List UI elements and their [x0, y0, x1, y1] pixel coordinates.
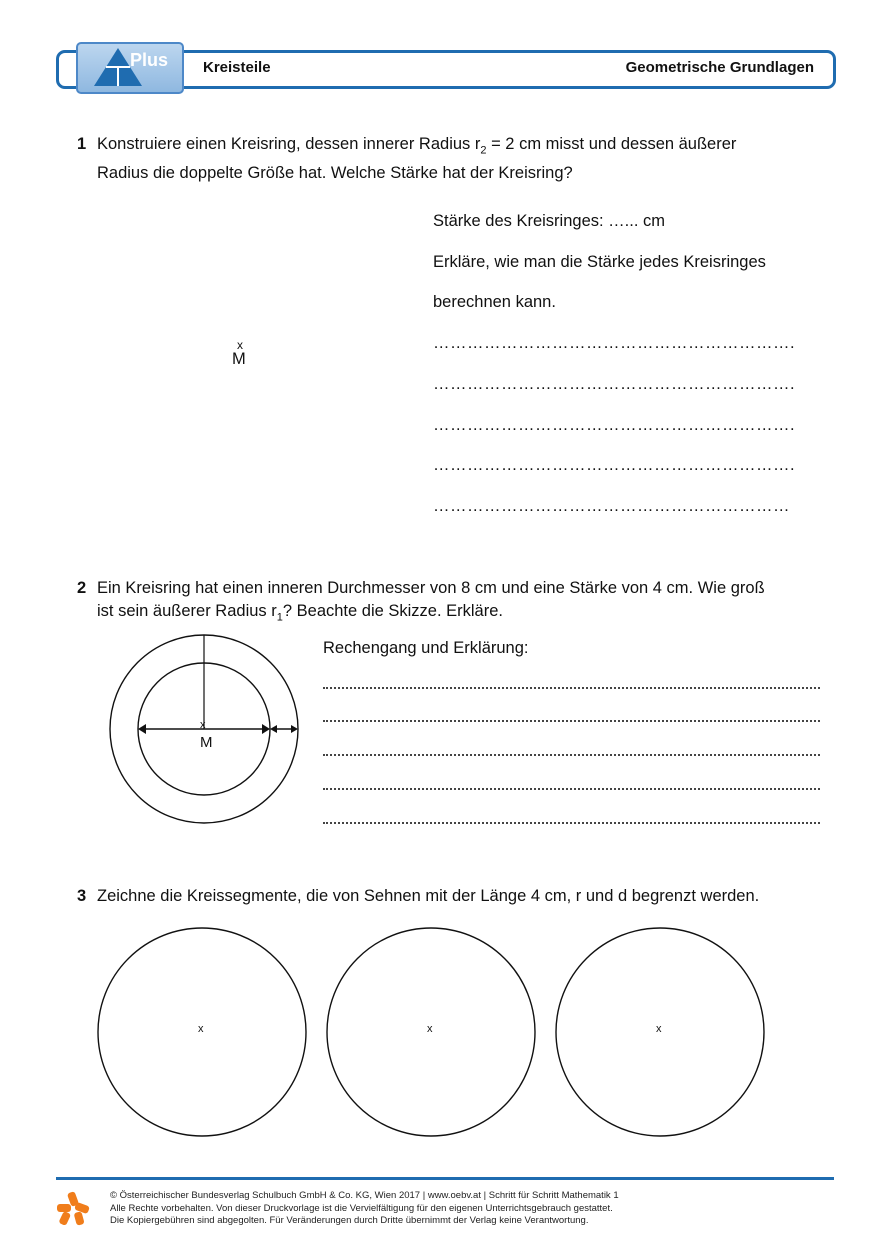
task-1-subscript: 2 — [480, 144, 487, 157]
arrowhead-icon — [270, 725, 277, 733]
task-1-number: 1 — [77, 135, 87, 153]
task-1-text — [97, 133, 736, 185]
task-1-answer-line[interactable]: ……………………………………………………… — [433, 497, 790, 515]
task-3-number: 3 — [77, 887, 87, 905]
publisher-logo-icon — [55, 1190, 91, 1226]
page-topic: Geometrische Grundlagen — [625, 59, 814, 76]
task-2-text — [97, 577, 765, 629]
task-1-line1-post: = 2 cm misst und dessen äußerer — [486, 135, 737, 153]
task-3-center-mark: x — [427, 1023, 433, 1035]
task-2-center-label: M — [200, 734, 213, 751]
task-2-line1: Ein Kreisring hat einen inneren Durchmesser von 8 cm und eine Stärke von 4 cm. Wie groß — [97, 579, 765, 597]
task-1-line1-pre: Konstruiere einen Kreisring, dessen innerer Radius r — [97, 135, 481, 153]
task-1-center-label: M — [232, 350, 246, 368]
task-1-answer-line[interactable]: ………………………………………………………. — [433, 334, 796, 352]
task-2-number: 2 — [77, 579, 87, 597]
task-1-center-mark: x — [237, 338, 243, 352]
footer-line-1: © Österreichischer Bundesverlag Schulbuch GmbH & Co. KG, Wien 2017 | www.oebv.at | Schritt für Schritt Mathematik 1 — [110, 1190, 619, 1201]
task-2-answer-label: Rechengang und Erklärung: — [323, 639, 529, 657]
task-1-answer-line[interactable]: ………………………………………………………. — [433, 416, 796, 434]
arrowhead-right-icon — [262, 724, 270, 734]
footer-divider — [56, 1177, 834, 1180]
task-3-center-mark: x — [198, 1023, 204, 1035]
task-2-subscript: 1 — [276, 611, 283, 624]
task-2-answer-line[interactable] — [323, 788, 820, 790]
task-2-line2-post: ? Beachte die Skizze. Erkläre. — [282, 602, 503, 620]
task-1-line2: Radius die doppelte Größe hat. Welche Stärke hat der Kreisring? — [97, 164, 573, 183]
task-1-explain-line1: Erkläre, wie man die Stärke jedes Kreisringes — [433, 253, 766, 271]
task-2-answer-line[interactable] — [323, 754, 820, 756]
footer-line-3: Die Kopiergebühren sind abgegolten. Für Veränderungen durch Dritte übernimmt der Verlag keine Verantwortung. — [110, 1215, 589, 1226]
task-2-line2-pre: ist sein äußerer Radius r — [97, 602, 277, 620]
task-2-center-mark: x — [200, 719, 206, 731]
task-2-answer-line[interactable] — [323, 822, 820, 824]
page-title: Kreisteile — [203, 59, 271, 76]
task-1-answer-label: Stärke des Kreisringes: …... cm — [433, 212, 665, 230]
copyright-notice — [110, 1190, 619, 1228]
task-2-answer-line[interactable] — [323, 720, 820, 722]
task-1-explain-line2: berechnen kann. — [433, 293, 556, 311]
task-2-answer-line[interactable] — [323, 687, 820, 689]
arrowhead-icon — [291, 725, 298, 733]
task-3-text: Zeichne die Kreissegmente, die von Sehnen mit der Länge 4 cm, r und d begrenzt werden. — [97, 887, 760, 905]
footer-line-2: Alle Rechte vorbehalten. Von dieser Druckvorlage ist die Vervielfältigung für den eigenen Unterrichtsgebrauch gestattet. — [110, 1202, 613, 1214]
task-3-center-mark: x — [656, 1023, 662, 1035]
logo-text: Plus — [130, 50, 169, 70]
task-1-answer-line[interactable]: ………………………………………………………. — [433, 375, 796, 393]
arrowhead-left-icon — [138, 724, 146, 734]
task-1-answer-line[interactable]: ………………………………………………………. — [433, 456, 796, 474]
